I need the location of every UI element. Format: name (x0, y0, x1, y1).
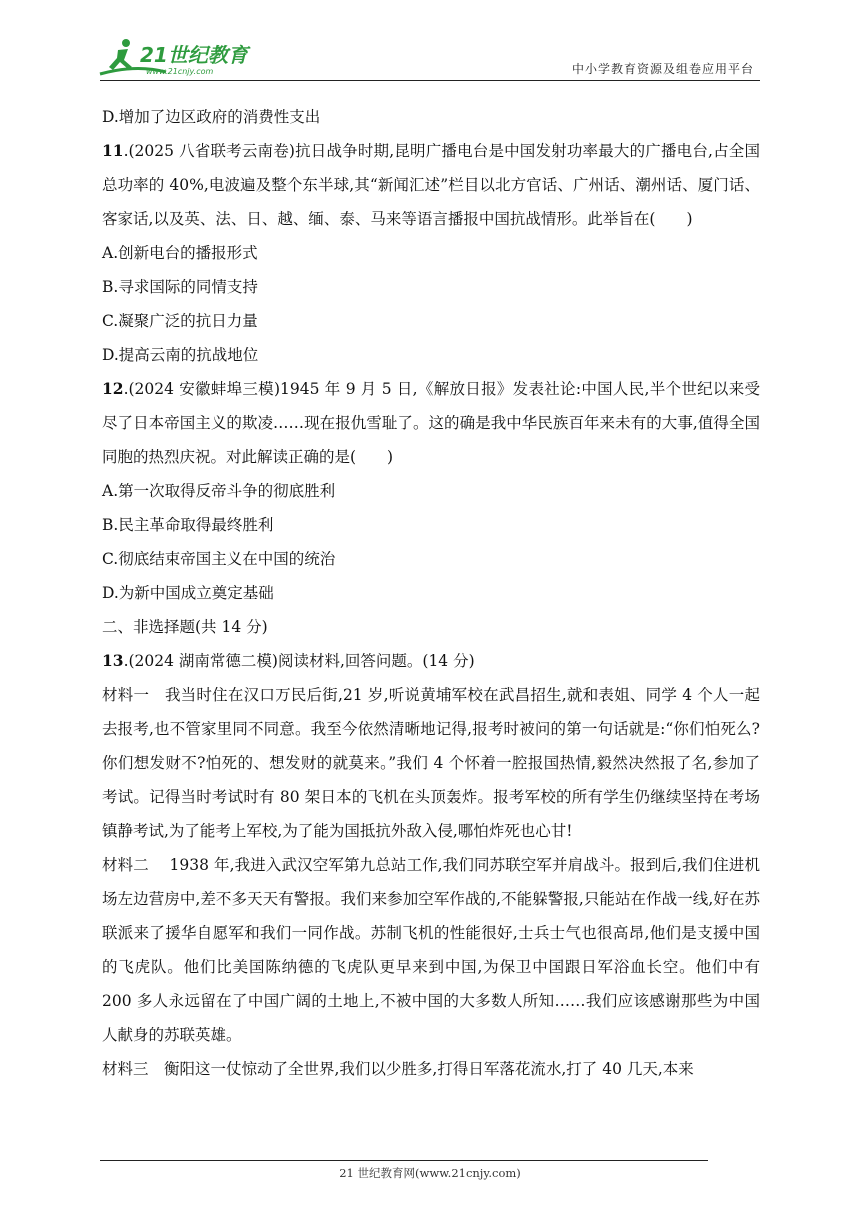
svg-text:21世纪教育: 21世纪教育 (140, 43, 248, 67)
q12-option-b: B.民主革命取得最终胜利 (102, 516, 274, 534)
material-three: 材料三 衡阳这一仗惊动了全世界,我们以少胜多,打得日军落花流水,打了 40 几天,本来 (102, 1060, 694, 1078)
material-one: 材料一 我当时住在汉口万民后街,21 岁,听说黄埔军校在武昌招生,就和表姐、同学 4 个人一起去报考,也不管家里同不同意。我至今依然清晰地记得,报考时被问的第一句话就是:“你们怕死么?你们想发财不?怕死的、想发财的就莫来。”我们 4 个怀着一腔报国热情,毅然决然报了名,参加了考试。记得当时考试时有 80 架日本的飞机在头顶轰炸。报考军校的所有学生仍继续坚持在考场镇静考试,为了能考上军校,为了能为国抵抗外敌入侵,哪怕炸死也心甘! (102, 686, 760, 840)
exam-content (102, 100, 760, 1086)
q11-option-a: A.创新电台的播报形式 (102, 244, 258, 262)
page-footer: 21 世纪教育网(www.21cnjy.com) (339, 1166, 521, 1180)
q12-option-d: D.为新中国成立奠定基础 (102, 584, 274, 602)
q11-stem (102, 134, 760, 236)
q12-option-a: A.第一次取得反帝斗争的彻底胜利 (102, 482, 336, 500)
q13-number: 13 (102, 651, 124, 670)
platform-title: 中小学教育资源及组卷应用平台 (571, 62, 754, 76)
q12-stem (102, 372, 760, 474)
footer-divider (100, 1160, 708, 1161)
q12-stem-text: .(2024 安徽蚌埠三模)1945 年 9 月 5 日,《解放日报》发表社论:中国人民,半个世纪以来受尽了日本帝国主义的欺凌……现在报仇雪耻了。这的确是我中华民族百年来未有的大事,值得全国同胞的热烈庆祝。对此解读正确的是( ) (102, 380, 760, 466)
q11-option-c: C.凝聚广泛的抗日力量 (102, 312, 258, 330)
page-header (0, 0, 860, 90)
q13-stem-text: .(2024 湖南常德二模)阅读材料,回答问题。(14 分) (123, 652, 475, 670)
site-logo (96, 36, 266, 80)
q11-number: 11 (102, 141, 124, 160)
header-divider (100, 80, 760, 81)
q11-option-d: D.提高云南的抗战地位 (102, 346, 259, 364)
q11-option-b: B.寻求国际的同情支持 (102, 278, 258, 296)
material-two: 材料二 1938 年,我进入武汉空军第九总站工作,我们同苏联空军并肩战斗。报到后,我们住进机场左边营房中,差不多天天有警报。我们来参加空军作战的,不能躲警报,只能站在作战一线,好在苏联派来了援华自愿军和我们一同作战。苏制飞机的性能很好,士兵士气也很高昂,他们是支援中国的飞虎队。他们比美国陈纳德的飞虎队更早来到中国,为保卫中国跟日军浴血长空。他们中有 200 多人永远留在了中国广阔的土地上,不被中国的大多数人所知……我们应该感谢那些为中国人献身的苏联英雄。 (102, 856, 760, 1044)
q12-number: 12 (102, 379, 124, 398)
q11-stem-text: .(2025 八省联考云南卷)抗日战争时期,昆明广播电台是中国发射功率最大的广播电台,占全国总功率的 40%,电波遍及整个东半球,其“新闻汇述”栏目以北方官话、广州话、潮州话、厦门话、客家话,以及英、法、日、越、缅、泰、马来等语言播报中国抗战情形。此举旨在( ) (102, 142, 760, 228)
q10-option-d: D.增加了边区政府的消费性支出 (102, 108, 321, 126)
svg-text:www.21cnjy.com: www.21cnjy.com (146, 67, 214, 76)
section-heading: 二、非选择题(共 14 分) (102, 618, 268, 636)
q12-option-c: C.彻底结束帝国主义在中国的统治 (102, 550, 336, 568)
q13-stem (102, 644, 760, 678)
